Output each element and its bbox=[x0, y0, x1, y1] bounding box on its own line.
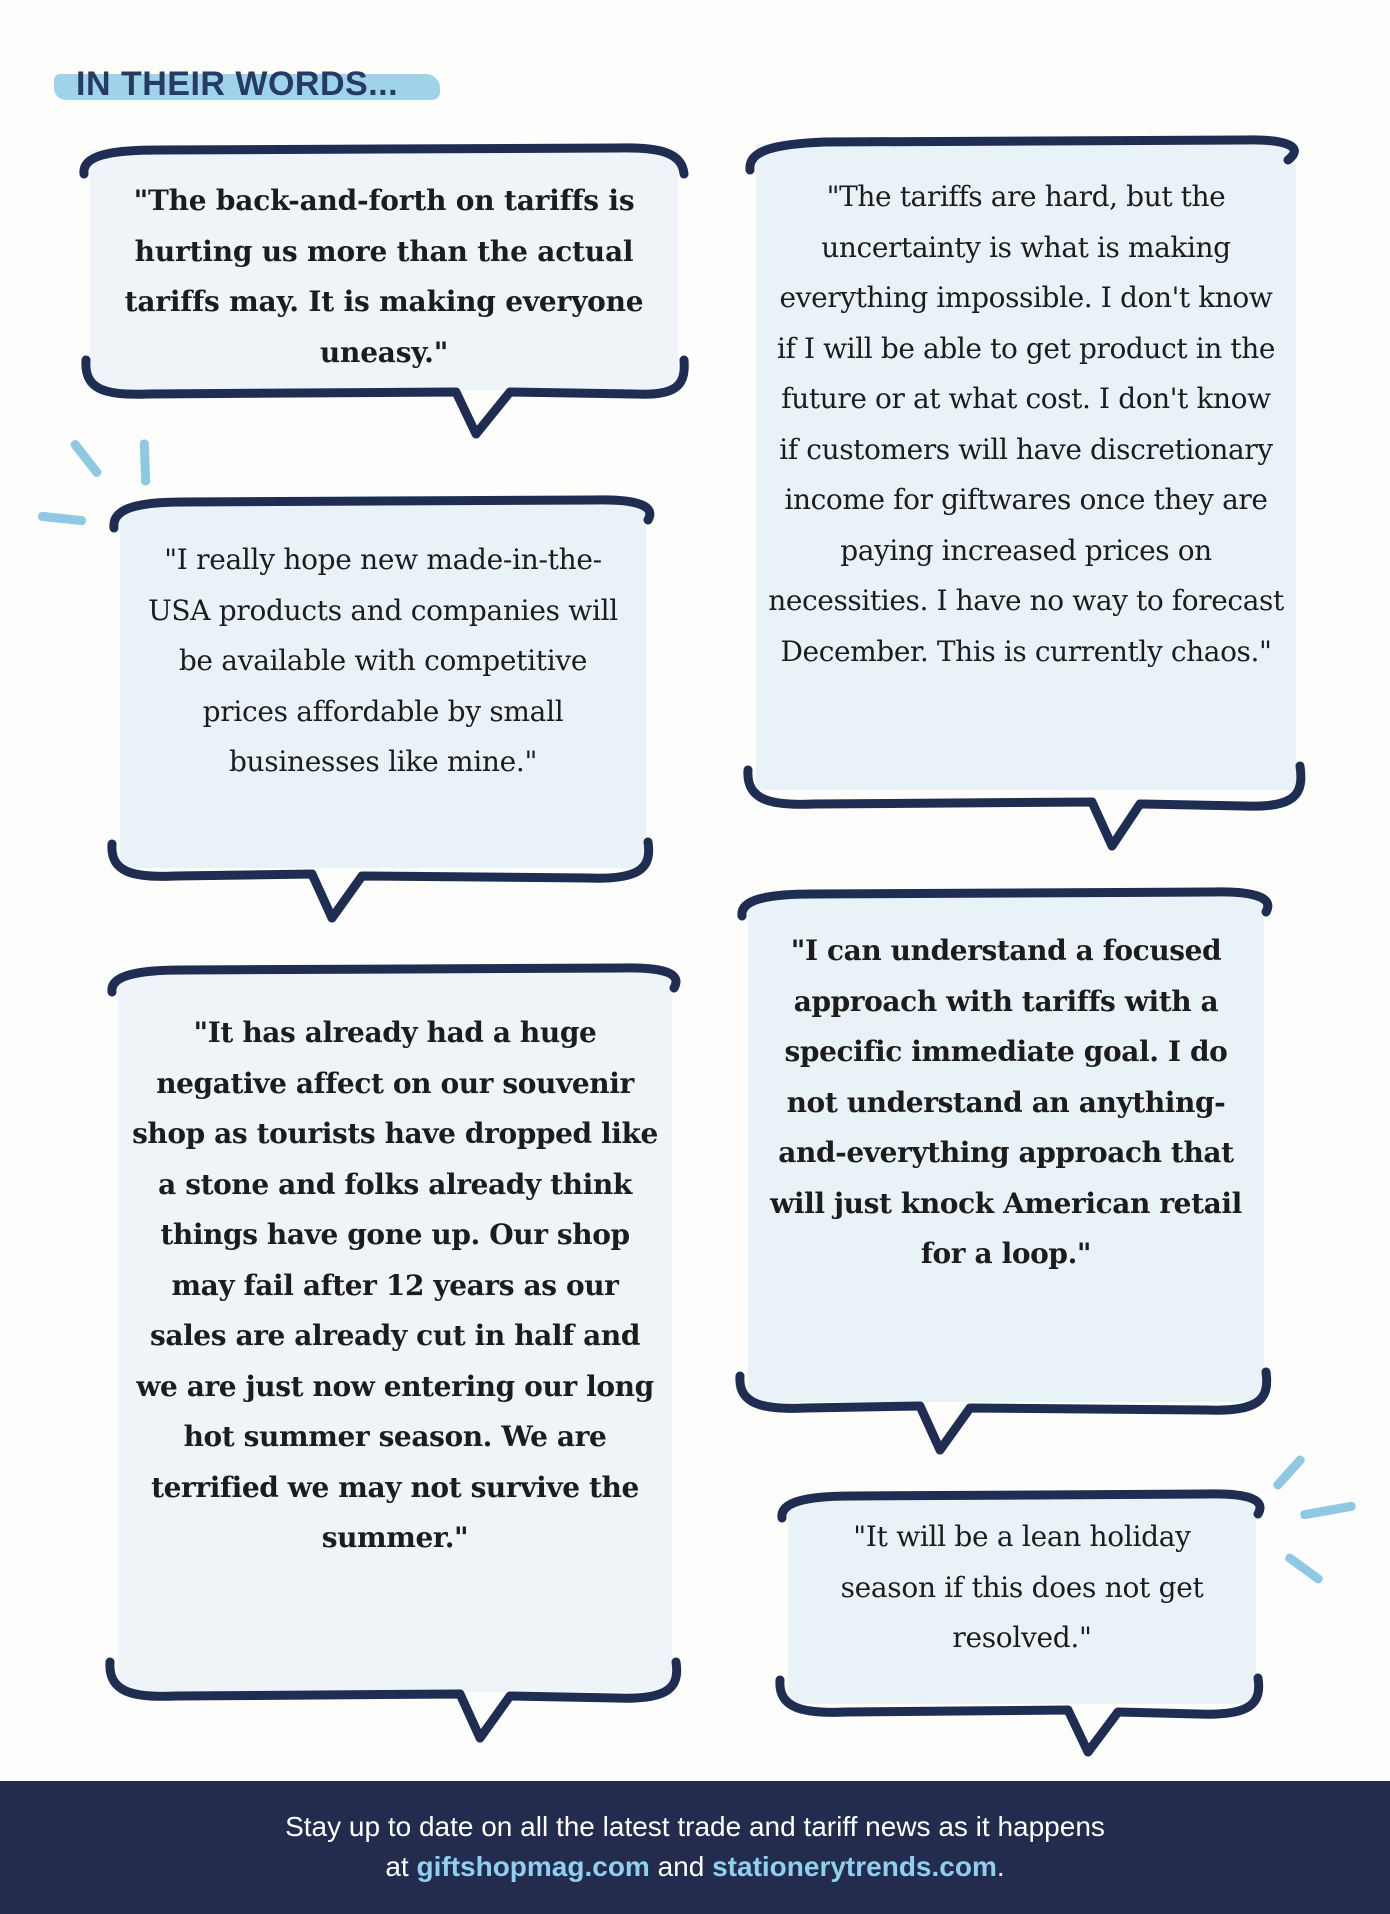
quote-text: "The tariffs are hard, but the uncertainty is what is making everything impossible. I don't know if I will be able to get product in the future or at what cost. I don't know if customers will have discretionary income for giftwares once they are paying increased prices on necessities. I have no way to forecast December. This is currently chaos." bbox=[768, 180, 1284, 668]
quote-bubble bbox=[106, 958, 684, 1750]
quote-text: "It will be a lean holiday season if this does not get resolved." bbox=[840, 1520, 1204, 1654]
footer-line bbox=[0, 1851, 1390, 1883]
heading-wrap bbox=[58, 60, 398, 108]
quote-text: "I really hope new made-in-the-USA products and companies will be available with competitive prices affordable by small businesses like mine." bbox=[148, 543, 618, 778]
quote-bubble bbox=[744, 130, 1308, 856]
giftshopmag-link[interactable]: giftshopmag.com bbox=[416, 1851, 650, 1882]
quote-bubble bbox=[78, 138, 690, 450]
quote-bubble bbox=[108, 490, 658, 930]
quote-bubble bbox=[736, 882, 1276, 1460]
accent-dash bbox=[1272, 1454, 1307, 1491]
footer-line: Stay up to date on all the latest trade and tariff news as it happens bbox=[285, 1811, 1105, 1842]
quote-text: "The back-and-forth on tariffs is hurting us more than the actual tariffs may. It is making everyone uneasy." bbox=[124, 184, 644, 369]
footer-banner bbox=[0, 1781, 1390, 1914]
quote-text: "I can understand a focused approach with tariffs with a specific immediate goal. I do not understand an anything-and-everything approach that will just knock American retail for a loop." bbox=[770, 934, 1242, 1270]
accent-dash bbox=[1300, 1501, 1357, 1520]
accent-dash bbox=[38, 512, 87, 526]
quote-text: "It has already had a huge negative affect on our souvenir shop as tourists have dropped like a stone and folks already think things have gone up. Our shop may fail after 12 years as our sales are already cut in half and we are just now entering our long hot summer season. We are terrified we may not survive the summer." bbox=[132, 1016, 658, 1554]
accent-dash bbox=[1284, 1552, 1325, 1585]
footer-text: at bbox=[385, 1851, 417, 1882]
footer-text: and bbox=[649, 1851, 713, 1882]
page-heading: IN THEIR WORDS... bbox=[76, 65, 399, 103]
stationerytrends-link[interactable]: stationerytrends.com bbox=[712, 1851, 997, 1882]
footer-text: . bbox=[996, 1851, 1005, 1882]
quote-bubble bbox=[776, 1484, 1268, 1758]
